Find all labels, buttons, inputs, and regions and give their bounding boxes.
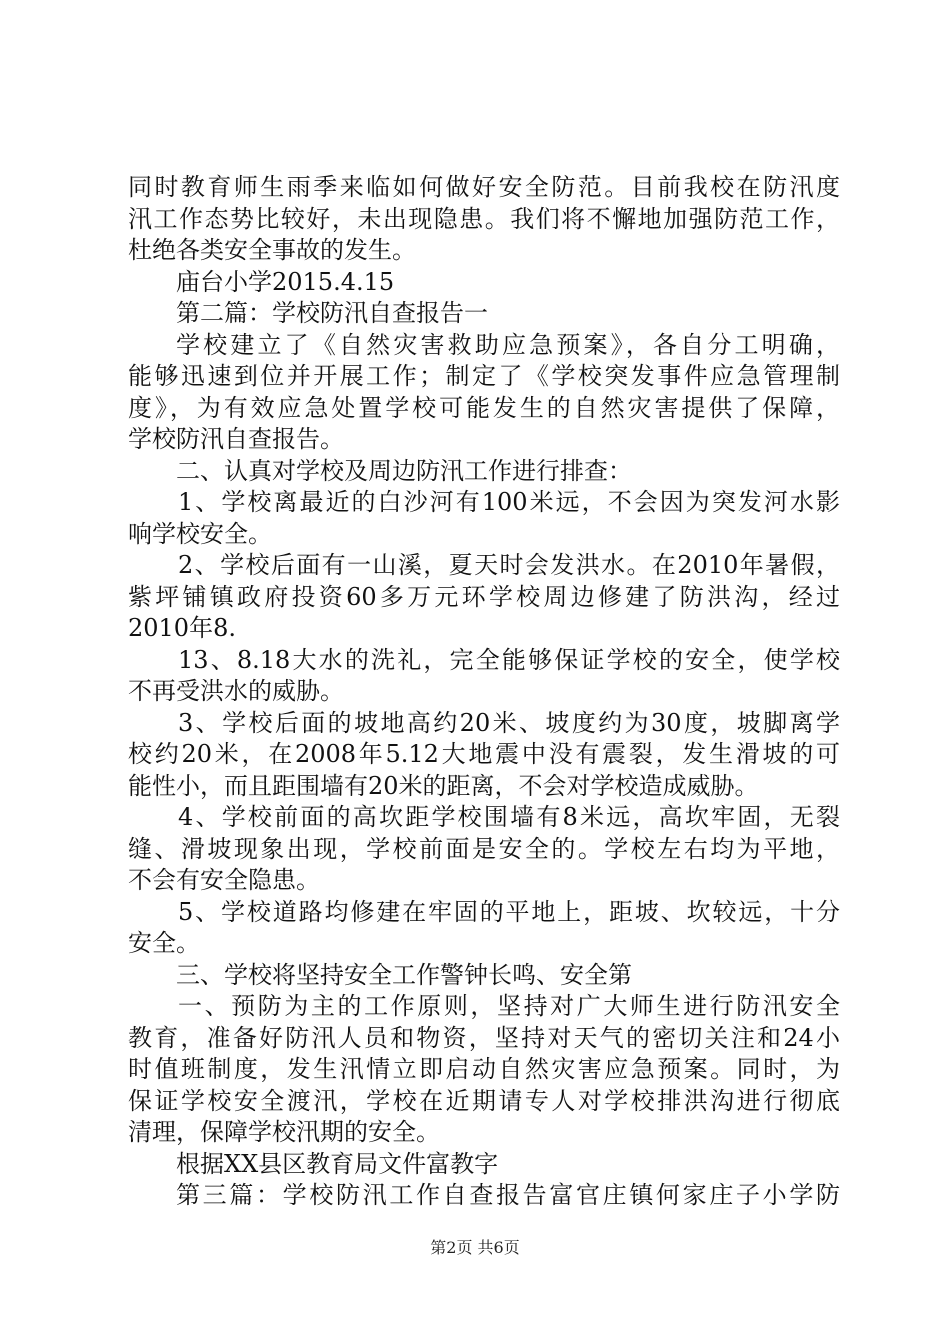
text-line: 2、学校后面有一山溪，夏天时会发洪水。在2010年暑假， [178, 551, 840, 579]
text-line: 4、学校前面的高坎距学校围墙有8米远，高坎牢固，无裂 [178, 803, 840, 831]
text-line: 不再受洪水的威胁。 [128, 677, 344, 705]
text-line: 安全。 [128, 929, 200, 957]
text-line: 杜绝各类安全事故的发生。 [128, 236, 416, 264]
text-line: 保证学校安全渡汛，学校在近期请专人对学校排洪沟进行彻底 [128, 1086, 840, 1115]
text-line: 清理，保障学校汛期的安全。 [128, 1118, 440, 1146]
page-number: 第2页 共6页 [430, 1238, 520, 1257]
text-line: 2010年8. [128, 614, 236, 642]
text-line: 度》，为有效应急处置学校可能发生的自然灾害提供了保障， [128, 393, 840, 422]
text-line: 1、学校离最近的白沙河有100米远，不会因为突发河水影 [178, 488, 840, 516]
text-line: 13、8.18大水的洗礼，完全能够保证学校的安全，使学校 [178, 645, 840, 674]
text-line: 一、预防为主的工作原则，坚持对广大师生进行防汛安全 [178, 992, 840, 1020]
section-heading: 第二篇：学校防汛自查报告一 [176, 299, 488, 327]
text-line: 5、学校道路均修建在牢固的平地上，距坡、坎较远，十分 [178, 897, 840, 926]
text-line: 不会有安全隐患。 [128, 866, 320, 894]
text-line: 时值班制度，发生汛情立即启动自然灾害应急预案。同时，为 [128, 1055, 840, 1083]
text-line: 紫坪铺镇政府投资60多万元环学校周边修建了防洪沟，经过 [128, 582, 840, 611]
text-line: 缝、滑坡现象出现，学校前面是安全的。学校左右均为平地， [128, 834, 840, 863]
text-line: 汛工作态势比较好，未出现隐患。我们将不懈地加强防范工作， [128, 204, 840, 233]
text-line: 能够迅速到位并开展工作；制定了《学校突发事件应急管理制 [128, 362, 840, 390]
document-body [128, 172, 840, 1212]
text-line: 教育，准备好防汛人员和物资，坚持对天气的密切关注和24小 [128, 1023, 840, 1052]
section-heading: 二、认真对学校及周边防汛工作进行排查： [176, 456, 632, 485]
text-line: 校约20米，在2008年5.12大地震中没有震裂，发生滑坡的可 [128, 740, 840, 768]
section-heading: 第三篇：学校防汛工作自查报告富官庄镇何家庄子小学防 [176, 1181, 840, 1209]
signature-line: 庙台小学2015.4.15 [176, 267, 395, 296]
text-line: 根据XX县区教育局文件富教字 [176, 1149, 499, 1178]
text-line: 学校建立了《自然灾害救助应急预案》，各自分工明确， [176, 330, 840, 359]
text-line: 响学校安全。 [128, 519, 272, 548]
text-line: 学校防汛自查报告。 [128, 425, 344, 453]
section-heading: 三、学校将坚持安全工作警钟长鸣、安全第 [176, 960, 632, 989]
text-line: 3、学校后面的坡地高约20米、坡度约为30度，坡脚离学 [178, 708, 840, 737]
text-line: 同时教育师生雨季来临如何做好安全防范。目前我校在防汛度 [128, 173, 840, 201]
text-line: 能性小，而且距围墙有20米的距离，不会对学校造成威胁。 [128, 771, 759, 800]
